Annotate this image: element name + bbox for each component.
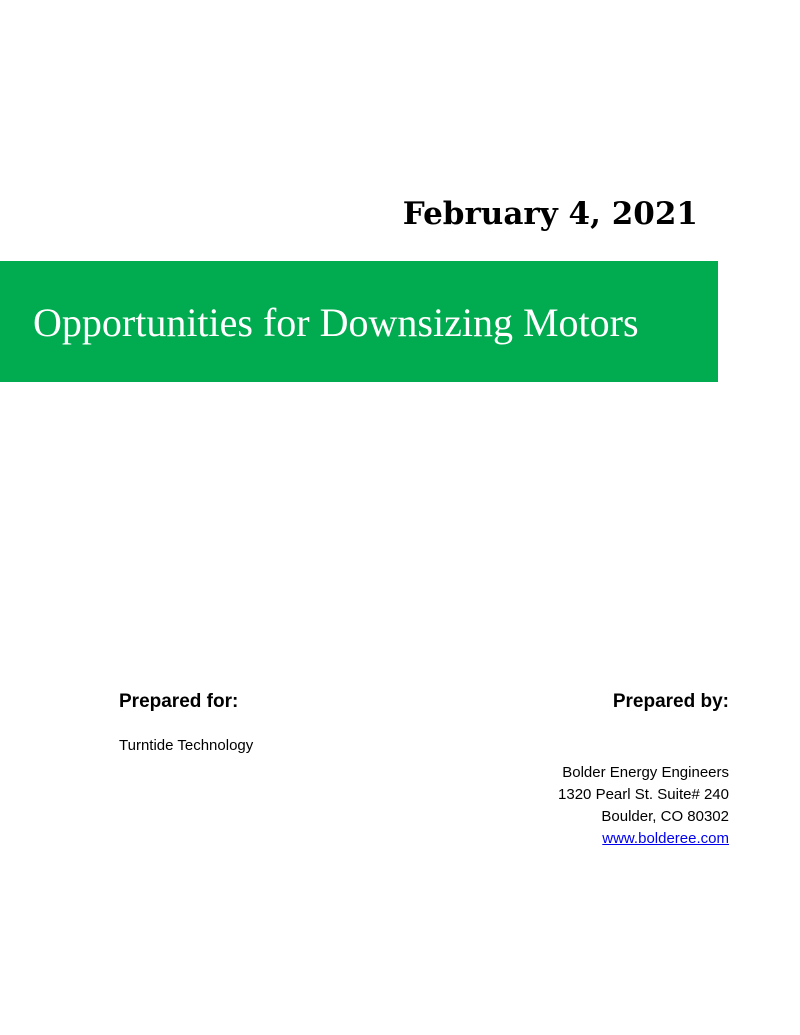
prepared-for-heading: Prepared for: <box>119 691 239 712</box>
city-state-zip: Boulder, CO 80302 <box>601 808 729 825</box>
prepared-by-heading: Prepared by: <box>612 691 729 712</box>
company-name: Bolder Energy Engineers <box>562 764 729 781</box>
client-name: Turntide Technology <box>119 737 254 754</box>
preparer-address <box>558 762 729 850</box>
street-address: 1320 Pearl St. Suite# 240 <box>558 786 729 803</box>
report-date: February 4, 2021 <box>402 196 698 232</box>
report-title: Opportunities for Downsizing Motors <box>33 300 639 345</box>
website-link[interactable]: www.bolderee.com <box>602 830 729 847</box>
